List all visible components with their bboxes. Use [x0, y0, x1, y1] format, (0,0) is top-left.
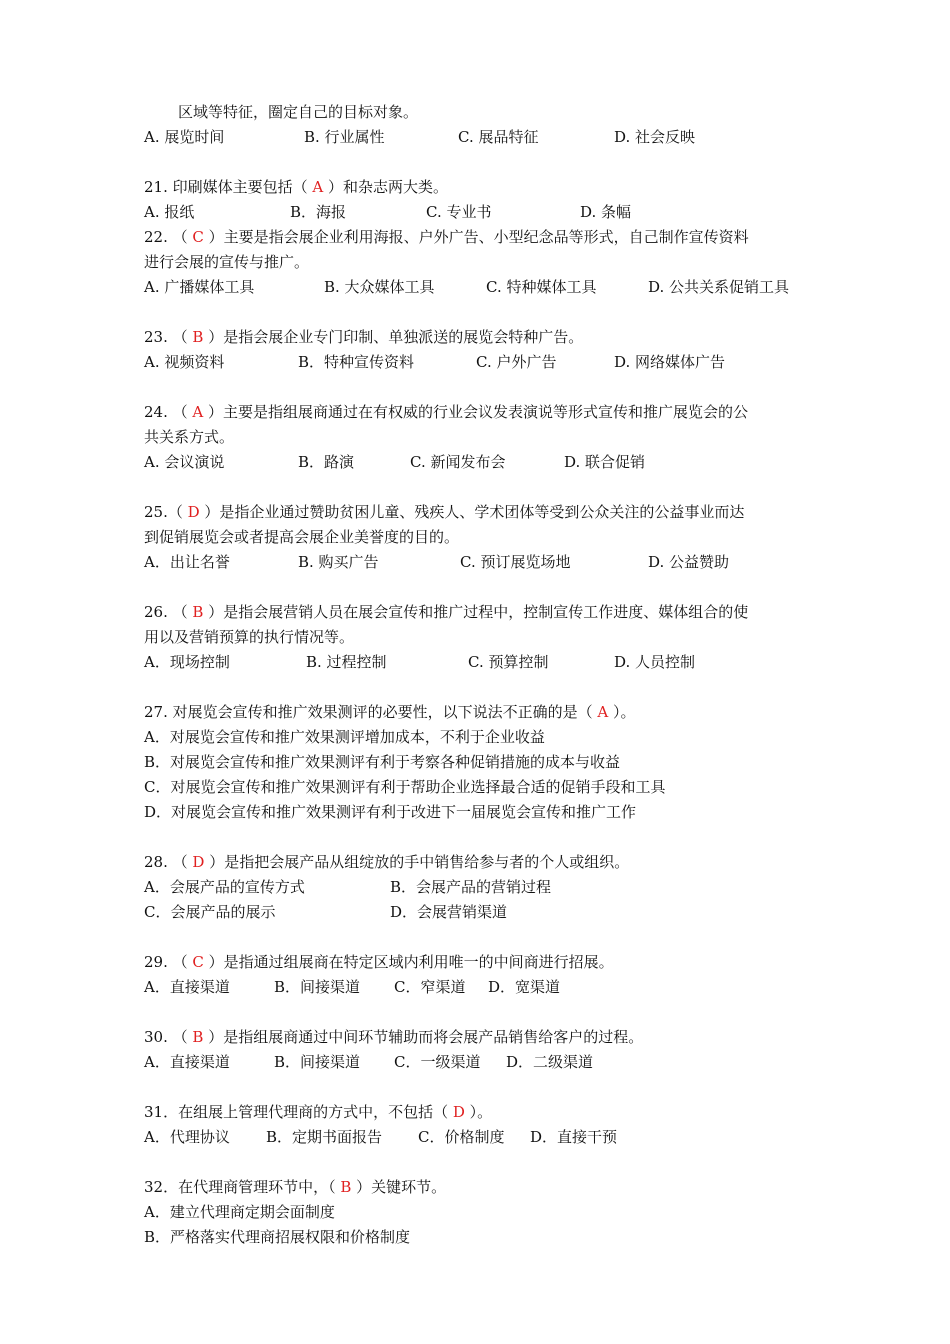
option-27-d: D．对展览会宣传和推广效果测评有利于改进下一届展览会宣传和推广工作 — [144, 803, 637, 821]
option-a: A．会展产品的宣传方式 — [144, 878, 305, 896]
question-22-continuation: 进行会展的宣传与推广。 — [144, 253, 310, 271]
option-32-a: A．建立代理商定期会面制度 — [144, 1203, 335, 1221]
option-d: D. 公共关系促销工具 — [648, 278, 790, 296]
option-a: A. 报纸 — [144, 203, 195, 221]
options-22 — [144, 275, 840, 300]
option-d: D. 公益赞助 — [648, 553, 730, 571]
question-27: 27. 对展览会宣传和推广效果测评的必要性，以下说法不正确的是（ A ）。 — [144, 703, 636, 721]
option-c: C. 预订展览场地 — [460, 553, 571, 571]
option-b: B．特种宣传资料 — [298, 353, 415, 371]
intro-continuation — [178, 100, 840, 125]
option-a: A. 广播媒体工具 — [144, 278, 255, 296]
answer-25: D — [187, 503, 200, 521]
option-27-b: B．对展览会宣传和推广效果测评有利于考察各种促销措施的成本与收益 — [144, 753, 621, 771]
options-28-row1 — [144, 875, 840, 900]
options-30 — [144, 1050, 840, 1075]
option-c: C．价格制度 — [418, 1128, 505, 1146]
question-26: 26. （ B ）是指会展营销人员在展会宣传和推广过程中，控制宣传工作进度、媒体组合的使 — [144, 603, 749, 621]
option-32-b: B．严格落实代理商招展权限和价格制度 — [144, 1228, 411, 1246]
option-a: A. 展览时间 — [144, 128, 225, 146]
option-d: D．会展营销渠道 — [390, 903, 508, 921]
option-c: C．窄渠道 — [394, 978, 466, 996]
intro-options — [144, 125, 840, 150]
option-a: A．代理协议 — [144, 1128, 230, 1146]
option-b: B．定期书面报告 — [266, 1128, 383, 1146]
option-27-a: A．对展览会宣传和推广效果测评增加成本，不利于企业收益 — [144, 728, 545, 746]
answer-22: C — [192, 228, 204, 246]
option-d: D. 联合促销 — [564, 453, 646, 471]
question-29: 29. （ C ）是指通过组展商在特定区域内利用唯一的中间商进行招展。 — [144, 953, 614, 971]
options-21 — [144, 200, 840, 225]
option-d: D. 条幅 — [580, 203, 632, 221]
answer-30: B — [192, 1028, 204, 1046]
option-a: A．现场控制 — [144, 653, 230, 671]
question-31: 31．在组展上管理代理商的方式中，不包括（ D ）。 — [144, 1103, 493, 1121]
answer-21: A — [312, 178, 324, 196]
options-25 — [144, 550, 840, 575]
option-c: C. 特种媒体工具 — [486, 278, 597, 296]
question-21: 21. 印刷媒体主要包括（ A ）和杂志两大类。 — [144, 178, 449, 196]
options-23 — [144, 350, 840, 375]
option-b: B．会展产品的营销过程 — [390, 878, 552, 896]
option-b: B．海报 — [290, 203, 347, 221]
option-c: C. 展品特征 — [458, 128, 539, 146]
option-b: B. 购买广告 — [298, 553, 379, 571]
question-26-continuation: 用以及营销预算的执行情况等。 — [144, 628, 355, 646]
question-25: 25.（ D ）是指企业通过赞助贫困儿童、残疾人、学术团体等受到公众关注的公益事业而达 — [144, 503, 745, 521]
option-d: D．二级渠道 — [506, 1053, 594, 1071]
answer-23: B — [192, 328, 204, 346]
option-b: B. 过程控制 — [306, 653, 387, 671]
option-c: C. 预算控制 — [468, 653, 549, 671]
option-b: B．间接渠道 — [274, 1053, 361, 1071]
intro-text: 区域等特征，圈定自己的目标对象。 — [178, 103, 419, 121]
option-c: C．会展产品的展示 — [144, 903, 276, 921]
option-d: D. 人员控制 — [614, 653, 696, 671]
question-32: 32．在代理商管理环节中，（ B ）关键环节。 — [144, 1178, 447, 1196]
question-24-continuation: 共关系方式。 — [144, 428, 235, 446]
option-c: C．一级渠道 — [394, 1053, 481, 1071]
option-b: B. 行业属性 — [304, 128, 385, 146]
option-d: D. 社会反映 — [614, 128, 696, 146]
option-a: A. 会议演说 — [144, 453, 225, 471]
options-26 — [144, 650, 840, 675]
answer-26: B — [192, 603, 204, 621]
option-b: B. 大众媒体工具 — [324, 278, 435, 296]
answer-32: B — [340, 1178, 352, 1196]
option-c: C. 新闻发布会 — [410, 453, 506, 471]
option-a: A. 视频资料 — [144, 353, 225, 371]
answer-28: D — [192, 853, 205, 871]
option-d: D. 网络媒体广告 — [614, 353, 726, 371]
option-a: A．直接渠道 — [144, 1053, 230, 1071]
question-22: 22. （ C ）主要是指会展企业利用海报、户外广告、小型纪念品等形式，自己制作宣传资料 — [144, 228, 749, 246]
answer-24: A — [192, 403, 204, 421]
option-d: D．宽渠道 — [488, 978, 561, 996]
option-a: A．直接渠道 — [144, 978, 230, 996]
options-24 — [144, 450, 840, 475]
option-c: C. 户外广告 — [476, 353, 557, 371]
option-b: B．间接渠道 — [274, 978, 361, 996]
answer-27: A — [597, 703, 609, 721]
options-29 — [144, 975, 840, 1000]
question-25-continuation: 到促销展览会或者提高会展企业美誉度的目的。 — [144, 528, 460, 546]
option-27-c: C．对展览会宣传和推广效果测评有利于帮助企业选择最合适的促销手段和工具 — [144, 778, 666, 796]
question-28: 28. （ D ）是指把会展产品从组绽放的手中销售给参与者的个人或组织。 — [144, 853, 630, 871]
option-d: D．直接干预 — [530, 1128, 618, 1146]
option-a: A．出让名誉 — [144, 553, 230, 571]
option-c: C. 专业书 — [426, 203, 492, 221]
question-23: 23. （ B ）是指会展企业专门印制、单独派送的展览会特种广告。 — [144, 328, 584, 346]
options-28-row2 — [144, 900, 840, 925]
answer-31: D — [452, 1103, 465, 1121]
answer-29: C — [192, 953, 204, 971]
option-b: B．路演 — [298, 453, 355, 471]
question-24: 24. （ A ）主要是指组展商通过在有权威的行业会议发表演说等形式宣传和推广展览会的公 — [144, 403, 749, 421]
question-30: 30. （ B ）是指组展商通过中间环节辅助而将会展产品销售给客户的过程。 — [144, 1028, 644, 1046]
options-31 — [144, 1125, 840, 1150]
